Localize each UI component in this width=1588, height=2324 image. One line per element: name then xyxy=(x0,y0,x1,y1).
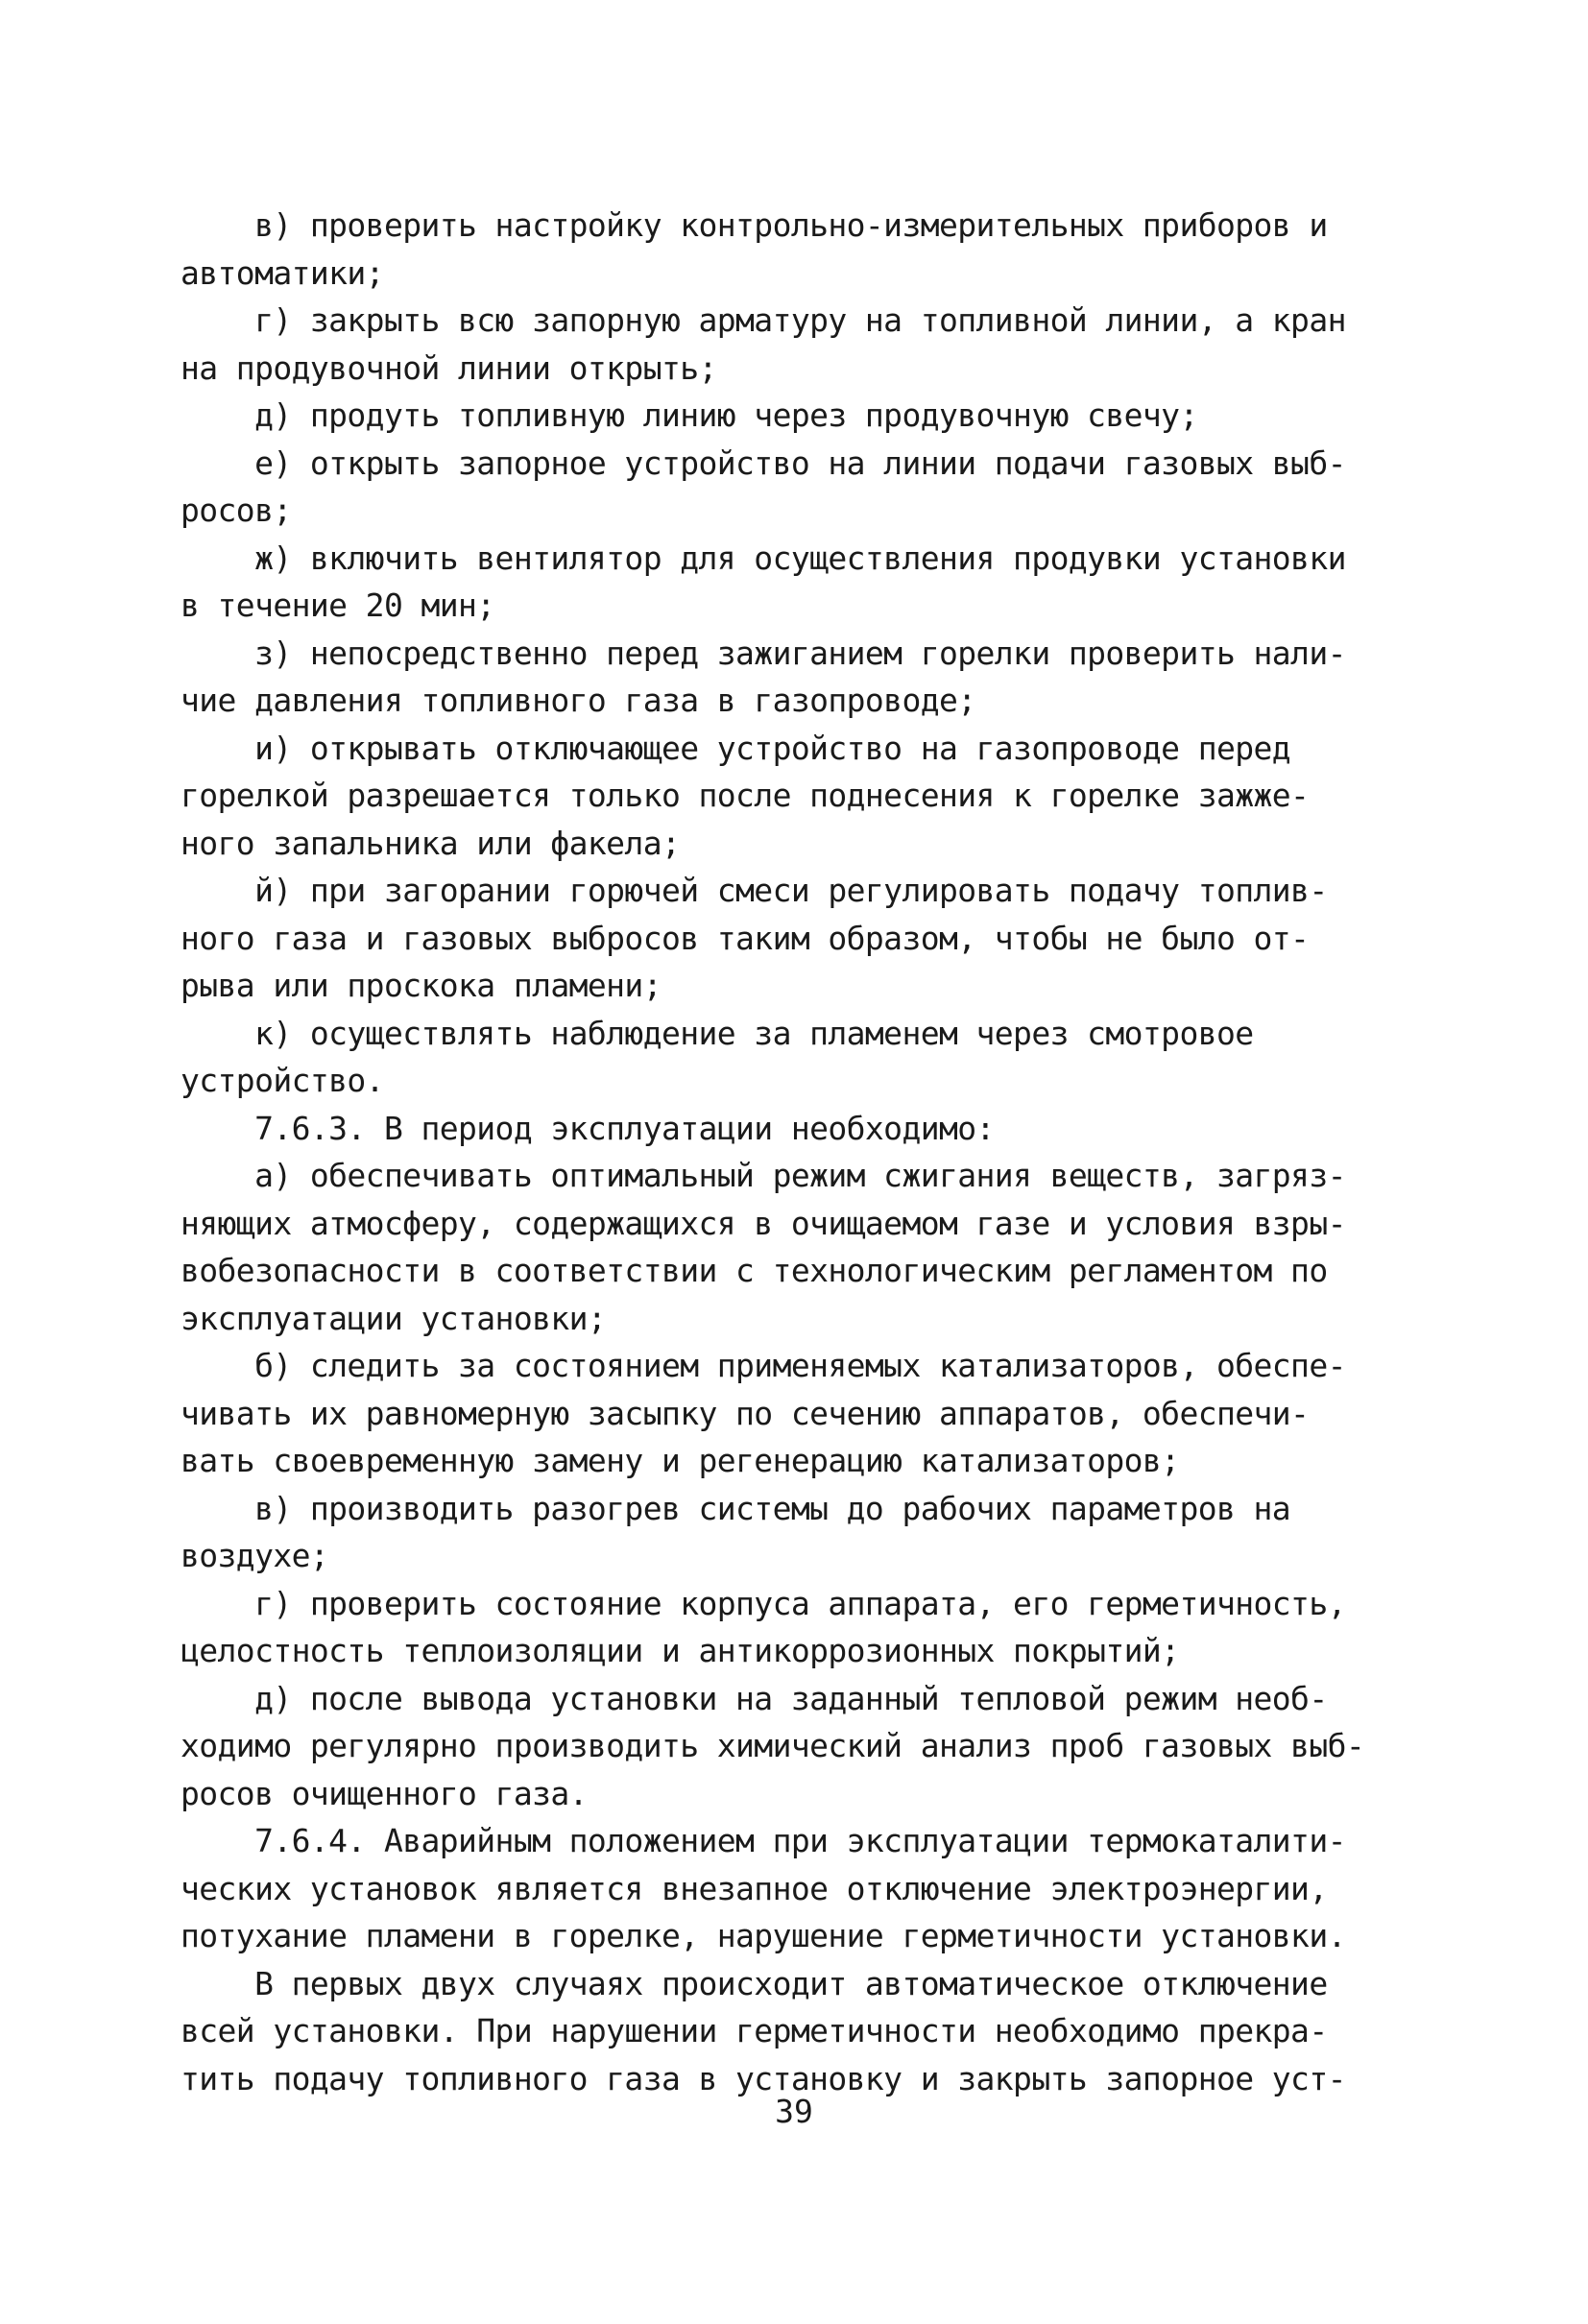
body-text xyxy=(180,202,1390,2102)
text-line: й) при загорании горючей смеси регулировать подачу топлив- xyxy=(180,872,1328,909)
text-line: и) открывать отключающее устройство на газопроводе перед xyxy=(180,729,1291,767)
text-line: к) осуществлять наблюдение за пламенем через смотровое xyxy=(180,1014,1254,1052)
text-line: вать своевременную замену и регенерацию катализаторов; xyxy=(180,1442,1180,1479)
text-line: ческих установок является внезапное отключение электроэнергии, xyxy=(180,1869,1328,1907)
text-line: ходимо регулярно производить химический анализ проб газовых выб- xyxy=(180,1727,1365,1764)
text-line: няющих атмосферу, содержащихся в очищаемом газе и условия взры- xyxy=(180,1204,1346,1242)
text-line: В первых двух случаях происходит автоматическое отключение xyxy=(180,1964,1328,2002)
text-line: в) проверить настройку контрольно-измерительных приборов и xyxy=(180,206,1328,244)
text-line: в течение 20 мин; xyxy=(180,587,495,624)
text-line: д) продуть топливную линию через продувочную свечу; xyxy=(180,396,1198,434)
text-line: 7.6.3. В период эксплуатации необходимо: xyxy=(180,1109,995,1147)
text-line: потухание пламени в горелке, нарушение герметичности установки. xyxy=(180,1917,1346,1954)
text-line: чивать их равномерную засыпку по сечению аппаратов, обеспечи- xyxy=(180,1394,1310,1432)
text-line: ного запальника или факела; xyxy=(180,824,681,862)
text-line: д) после вывода установки на заданный тепловой режим необ- xyxy=(180,1679,1328,1717)
text-line: воздухе; xyxy=(180,1537,329,1574)
text-line: всей установки. При нарушении герметичности необходимо прекра- xyxy=(180,2012,1328,2049)
text-line: з) непосредственно перед зажиганием горелки проверить нали- xyxy=(180,634,1346,672)
text-line: ж) включить вентилятор для осуществления продувки установки xyxy=(180,539,1346,577)
text-line: росов; xyxy=(180,491,292,529)
text-line: г) закрыть всю запорную арматуру на топливной линии, а кран xyxy=(180,301,1346,339)
text-line: а) обеспечивать оптимальный режим сжигания веществ, загряз- xyxy=(180,1157,1346,1194)
page-number: 39 xyxy=(775,2093,813,2130)
text-line: е) открыть запорное устройство на линии подачи газовых выб- xyxy=(180,443,1346,482)
text-line: устройство. xyxy=(180,1062,384,1099)
text-line: эксплуатации установки; xyxy=(180,1299,607,1337)
text-line: вобезопасности в соответствии с технологическим регламентом по xyxy=(180,1252,1328,1289)
text-line: чие давления топливного газа в газопроводе; xyxy=(180,682,976,719)
text-line: 7.6.4. Аварийным положением при эксплуатации термокаталити- xyxy=(180,1822,1346,1859)
text-line: г) проверить состояние корпуса аппарата, его герметичность, xyxy=(180,1584,1346,1622)
text-line: автоматики; xyxy=(180,253,384,292)
text-line: целостность теплоизоляции и антикоррозионных покрытий; xyxy=(180,1632,1180,1669)
text-line: б) следить за состоянием применяемых катализаторов, обеспе- xyxy=(180,1347,1346,1384)
text-line: рыва или проскока пламени; xyxy=(180,967,662,1004)
text-line: в) производить разогрев системы до рабочих параметров на xyxy=(180,1489,1291,1527)
text-line: росов очищенного газа. xyxy=(180,1774,588,1812)
text-line: тить подачу топливного газа в установку и закрыть запорное уст- xyxy=(180,2059,1346,2097)
text-line: горелкой разрешается только после поднесения к горелке зажже- xyxy=(180,777,1310,814)
text-line: на продувочной линии открыть; xyxy=(180,348,717,387)
text-line: ного газа и газовых выбросов таким образом, чтобы не было от- xyxy=(180,919,1310,957)
